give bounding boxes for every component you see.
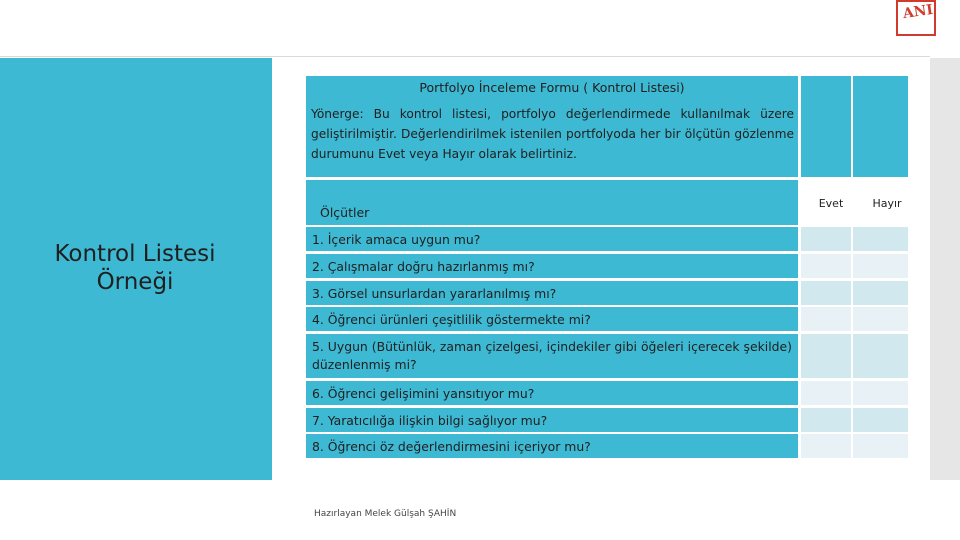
criterion-row: 7. Yaratıcılığa ilişkin bilgi sağlıyor mu?	[306, 408, 798, 432]
criterion-row: 2. Çalışmalar doğru hazırlanmış mı?	[306, 254, 798, 278]
form-instruction: Yönerge: Bu kontrol listesi, portfolyo değerlendirmede kullanılmak üzere geliştirilmiştir. Değerlendirilmek istenilen portfolyoda her bir ölçütün gözlenme durumunu Evet veya Hayır olarak belirtiniz.	[311, 107, 794, 161]
top-divider	[0, 56, 930, 57]
yes-checkbox-cell[interactable]	[801, 434, 851, 458]
slide-title-line1: Kontrol Listesi	[54, 241, 216, 267]
criterion-row: 8. Öğrenci öz değerlendirmesini içeriyor mu?	[306, 434, 798, 458]
yes-checkbox-cell[interactable]	[801, 254, 851, 278]
author-credit: Hazırlayan Melek Gülşah ŞAHİN	[314, 509, 457, 519]
criterion-row: 5. Uygun (Bütünlük, zaman çizelgesi, içindekiler gibi öğeleri içerecek şekilde) düzenlenmiş mi?	[306, 334, 798, 378]
no-checkbox-cell[interactable]	[853, 334, 908, 378]
no-checkbox-cell[interactable]	[853, 281, 908, 305]
column-header-no: Hayır	[872, 197, 902, 210]
criterion-row: 6. Öğrenci gelişimini yansıtıyor mu?	[306, 381, 798, 405]
no-checkbox-cell[interactable]	[853, 227, 908, 251]
criterion-row: 1. İçerik amaca uygun mu?	[306, 227, 798, 251]
yes-checkbox-cell[interactable]	[801, 334, 851, 378]
header-blank-cell-1	[801, 76, 851, 177]
right-edge-strip	[930, 58, 960, 480]
yes-checkbox-cell[interactable]	[801, 281, 851, 305]
no-checkbox-cell[interactable]	[853, 408, 908, 432]
no-checkbox-cell[interactable]	[853, 254, 908, 278]
slide-title-line2: Örneği	[96, 269, 174, 295]
yes-checkbox-cell[interactable]	[801, 381, 851, 405]
form-title: Portfolyo İnceleme Formu ( Kontrol Listesi)	[419, 80, 685, 95]
no-checkbox-cell[interactable]	[853, 307, 908, 331]
yes-checkbox-cell[interactable]	[801, 227, 851, 251]
criterion-row: 4. Öğrenci ürünleri çeşitlilik göstermekte mi?	[306, 307, 798, 331]
criteria-header-cell	[306, 180, 798, 225]
logo-text: ANI	[901, 1, 935, 23]
yes-checkbox-cell[interactable]	[801, 408, 851, 432]
header-blank-cell-2	[853, 76, 908, 177]
no-checkbox-cell[interactable]	[853, 381, 908, 405]
yes-checkbox-cell[interactable]	[801, 307, 851, 331]
criterion-row: 3. Görsel unsurlardan yararlanılmış mı?	[306, 281, 798, 305]
column-header-yes: Evet	[818, 197, 844, 210]
no-checkbox-cell[interactable]	[853, 434, 908, 458]
criteria-header: Ölçütler	[320, 205, 370, 220]
slide-title	[20, 240, 250, 296]
